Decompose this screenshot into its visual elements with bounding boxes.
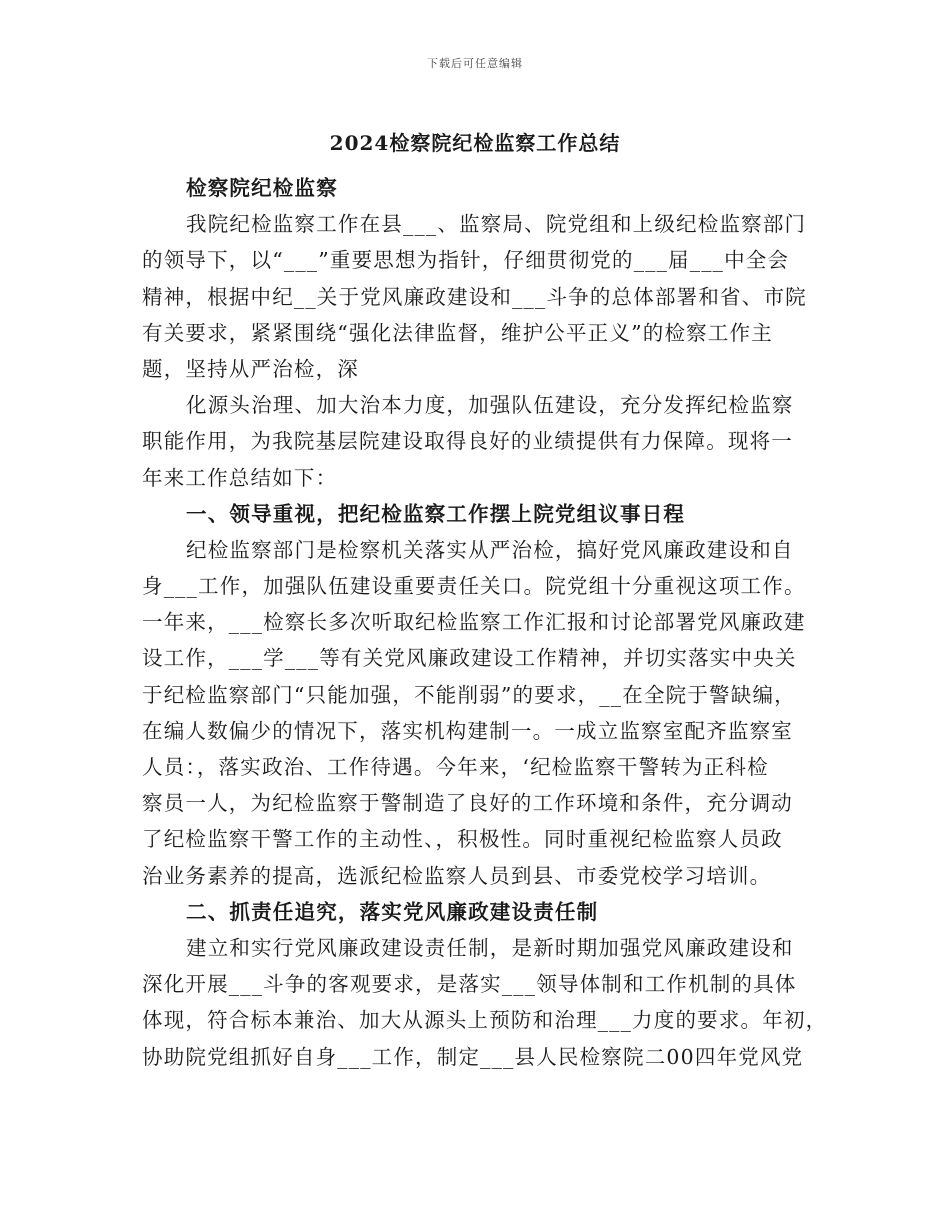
paragraph-line: 的领导下，以“___”重要思想为指针，仔细贯彻党的___届___中全会: [142, 248, 790, 273]
document-body: [142, 170, 828, 1075]
paragraph-line: 题，坚持从严治检，深: [142, 356, 359, 381]
section-heading: 一、领导重视，把纪检监察工作摆上院党组议事日程: [186, 501, 686, 526]
paragraph-line: 建立和实行党风廉政建设责任制，是新时期加强党风廉政建设和: [186, 935, 794, 960]
paragraph-line: 设工作，___学___等有关党风廉政建设工作精神，并切实落实中央关: [142, 646, 797, 671]
paragraph-line: 在编人数偏少的情况下，落实机构建制一。一成立监察室配齐监察室: [142, 718, 793, 743]
paragraph-line: 治业务素养的提高，选派纪检监察人员到县、市委党校学习培训。: [142, 863, 772, 888]
paragraph-line: 有关要求，紧紧围绕“强化法律监督，维护公平正义”的检察工作主: [142, 320, 773, 345]
paragraph-line: 身___工作，加强队伍建设重要责任关口。院党组十分重视这项工作。: [142, 574, 806, 599]
paragraph-line: 协助院党组抓好自身___工作，制定___县人民检察院二00四年党风党: [142, 1044, 804, 1069]
paragraph-line: 职能作用，为我院基层院建设取得良好的业绩提供有力保障。现将一: [142, 429, 793, 454]
paragraph-line: 了纪检监察干警工作的主动性、，积极性。同时重视纪检监察人员政: [142, 827, 783, 852]
paragraph-line: 于纪检监察部门“只能加强，不能削弱”的要求，__在全院于警缺编，: [142, 682, 796, 707]
paragraph-line: 我院纪检监察工作在县___、监察局、院党组和上级纪检监察部门: [186, 212, 807, 237]
paragraph-line: 年来工作总结如下：: [142, 465, 338, 490]
paragraph-line: 体现，符合标本兼治、加大从源头上预防和治理___力度的要求。年初，: [142, 1008, 828, 1033]
paragraph-line: 人员：，落实政治、工作待遇。今年来，‘纪检监察干警转为正科检: [142, 755, 769, 779]
paragraph-line: 察员一人，为纪检监察于警制造了良好的工作环境和条件，充分调动: [142, 791, 793, 816]
section-heading: 二、抓责任追究，落实党风廉政建设责任制: [186, 899, 599, 924]
download-note: 下载后可任意编辑: [427, 57, 523, 70]
paragraph-line: 一年来，___检察长多次听取纪检监察工作汇报和讨论部署党风廉政建: [142, 610, 806, 635]
paragraph-line: 纪检监察部门是检察机关落实从严治检，搞好党风廉政建设和自: [186, 537, 794, 562]
paragraph-line: 深化开展___斗争的客观要求，是落实___领导体制和工作机制的具体: [142, 972, 797, 997]
document-title: 2024检察院纪检监察工作总结: [329, 131, 621, 155]
paragraph-line: 化源头治理、加大治本力度，加强队伍建设，充分发挥纪检监察: [186, 393, 794, 418]
paragraph-line: 精神，根据中纪__关于党风廉政建设和___斗争的总体部署和省、市院: [142, 284, 807, 309]
section-heading: 检察院纪检监察: [186, 176, 338, 200]
